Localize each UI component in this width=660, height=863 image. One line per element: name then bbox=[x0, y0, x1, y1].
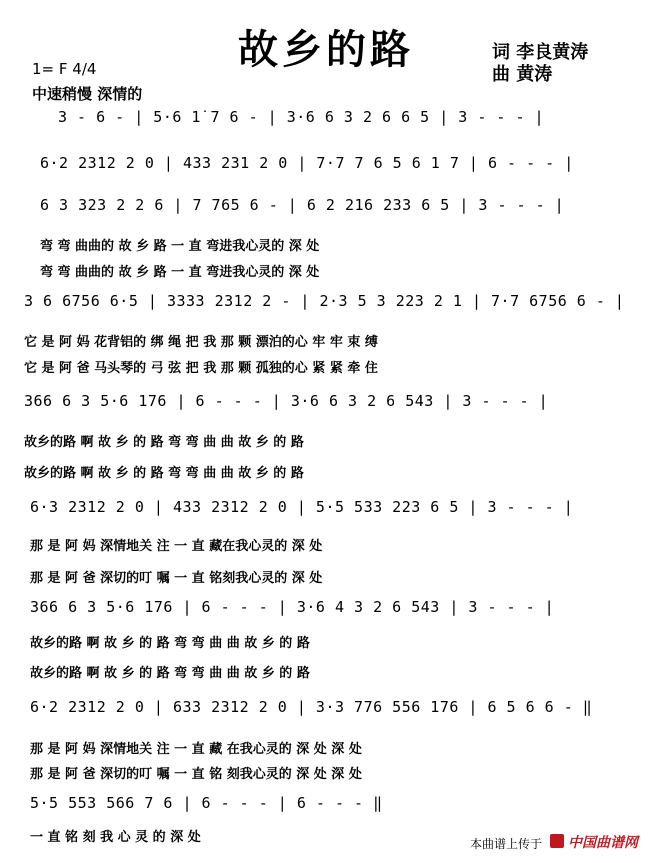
notation-system-5: 366 6 3 5·6 176 | 6 - - - | 3·6 6 3 2 6 543 | 3 - - - | bbox=[24, 392, 549, 410]
notation-system-1: 3 - 6 - | 5·6 1̇ 7 6 - | 3·6 6 3 2 6 6 5 | 3 - - - | bbox=[58, 108, 545, 126]
lyric-line-3b: 弯 弯 曲曲的 故 乡 路 一 直 弯进我心灵的 深 处 bbox=[40, 265, 320, 280]
site-logo-icon bbox=[550, 834, 564, 848]
lyric-line-4a: 它 是 阿 妈 花背铝的 绑 绳 把 我 那 颗 漂泊的心 牢 牢 束 缚 bbox=[24, 335, 378, 350]
tempo-marking: 中速稍慢 深情的 bbox=[32, 85, 143, 103]
composer-credit: 曲 黄涛 bbox=[492, 64, 553, 85]
site-logo-text: 中国曲谱网 bbox=[568, 835, 638, 851]
lyric-line-4b: 它 是 阿 爸 马头琴的 弓 弦 把 我 那 颗 孤独的心 紧 紧 牵 住 bbox=[24, 361, 378, 376]
lyric-line-7a: 故乡的路 啊 故 乡 的 路 弯 弯 曲 曲 故 乡 的 路 bbox=[30, 636, 310, 651]
notation-system-6: 6·3 2312 2 0 | 433 2312 2 0 | 5·5 533 223 6 5 | 3 - - - | bbox=[30, 498, 574, 516]
lyricist-credit: 词 李良黄涛 bbox=[492, 42, 589, 63]
notation-system-8: 6·2 2312 2 0 | 633 2312 2 0 | 3·3 776 556 176 | 6 5 6 6 - ‖ bbox=[30, 698, 593, 716]
lyric-line-3a: 弯 弯 曲曲的 故 乡 路 一 直 弯进我心灵的 深 处 bbox=[40, 239, 320, 254]
lyric-line-9a: 一 直 铭 刻 我 心 灵 的 深 处 bbox=[30, 830, 201, 845]
lyric-line-7b: 故乡的路 啊 故 乡 的 路 弯 弯 曲 曲 故 乡 的 路 bbox=[30, 666, 310, 681]
song-title: 故乡的路 bbox=[238, 27, 414, 73]
lyric-line-5b: 故乡的路 啊 故 乡 的 路 弯 弯 曲 曲 故 乡 的 路 bbox=[24, 466, 304, 481]
notation-system-9: 5·5 553 566 7 6 | 6 - - - | 6 - - - ‖ bbox=[30, 794, 383, 812]
lyric-line-6b: 那 是 阿 爸 深切的叮 嘱 一 直 铭刻我心灵的 深 处 bbox=[30, 571, 323, 586]
notation-system-3: 6 3 323 2 2 6 | 7 765 6 - | 6 2 216 233 6 5 | 3 - - - | bbox=[40, 196, 565, 214]
notation-system-7: 366 6 3 5·6 176 | 6 - - - | 3·6 4 3 2 6 543 | 3 - - - | bbox=[30, 598, 555, 616]
notation-system-4: 3 6 6756 6·5 | 3333 2312 2 - | 2·3 5 3 223 2 1 | 7·7 6756 6 - | bbox=[24, 292, 625, 310]
lyric-line-8b: 那 是 阿 爸 深切的叮 嘱 一 直 铭 刻我心灵的 深 处 深 处 bbox=[30, 767, 362, 782]
key-signature: 1= F 4/4 bbox=[32, 60, 97, 78]
notation-system-2: 6·2 2312 2 0 | 433 231 2 0 | 7·7 7 6 5 6 1 7 | 6 - - - | bbox=[40, 154, 574, 172]
footer-upload-note: 本曲谱上传于 bbox=[470, 837, 543, 851]
lyric-line-8a: 那 是 阿 妈 深情地关 注 一 直 藏 在我心灵的 深 处 深 处 bbox=[30, 742, 362, 757]
lyric-line-6a: 那 是 阿 妈 深情地关 注 一 直 藏在我心灵的 深 处 bbox=[30, 539, 323, 554]
lyric-line-5a: 故乡的路 啊 故 乡 的 路 弯 弯 曲 曲 故 乡 的 路 bbox=[24, 435, 304, 450]
